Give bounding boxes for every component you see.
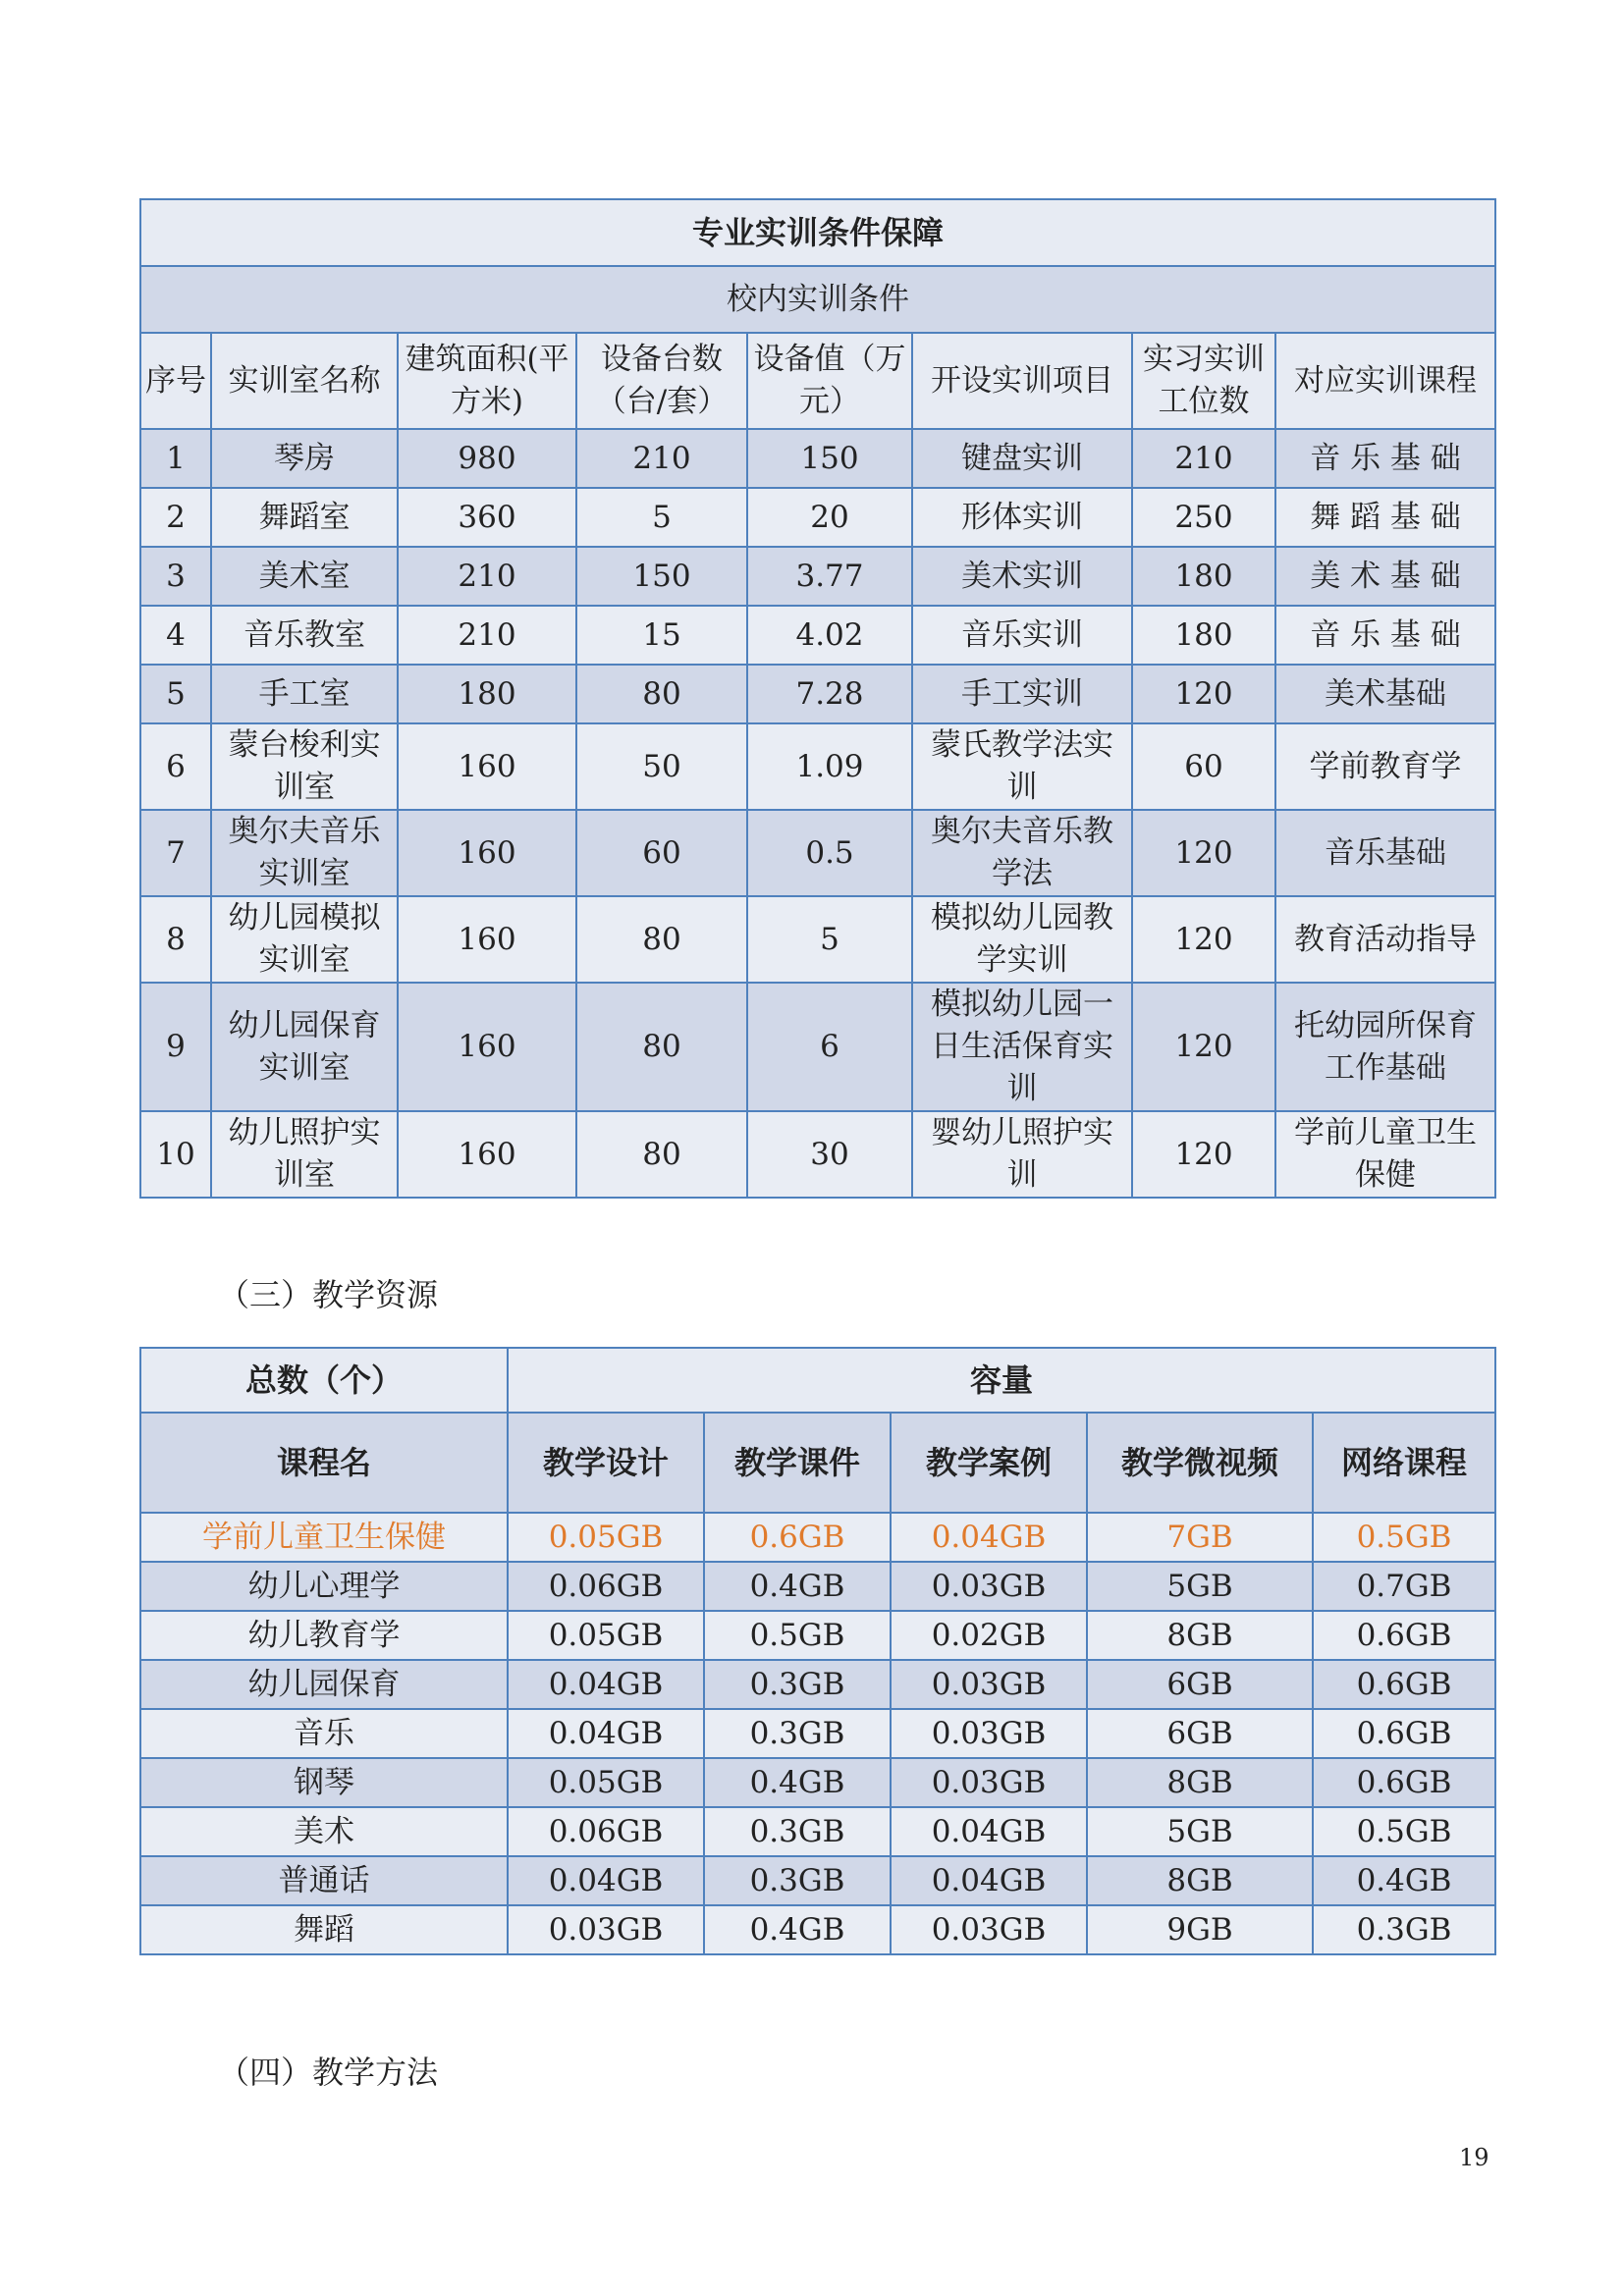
table-cell: 0.3GB bbox=[1313, 1905, 1495, 1954]
table-cell: 9 bbox=[140, 983, 211, 1111]
table-cell: 0.05GB bbox=[508, 1611, 704, 1660]
table-cell: 0.5GB bbox=[1313, 1807, 1495, 1856]
table-cell: 150 bbox=[747, 429, 912, 488]
table-cell: 琴房 bbox=[211, 429, 398, 488]
table-row bbox=[140, 665, 1495, 723]
table-cell: 5GB bbox=[1087, 1562, 1313, 1611]
table-cell: 音 乐 基 础 bbox=[1275, 429, 1495, 488]
table-cell: 形体实训 bbox=[912, 488, 1132, 547]
table-cell: 美术 bbox=[140, 1807, 508, 1856]
table-cell: 奥尔夫音乐实训室 bbox=[211, 810, 398, 896]
table-cell: 4 bbox=[140, 606, 211, 665]
table-cell: 210 bbox=[398, 606, 576, 665]
table-row bbox=[140, 1905, 1495, 1954]
table-cell: 0.03GB bbox=[891, 1709, 1087, 1758]
table-cell: 3.77 bbox=[747, 547, 912, 606]
teaching-resources-table bbox=[139, 1347, 1496, 1955]
table-cell: 160 bbox=[398, 1111, 576, 1198]
table-cell: 幼儿教育学 bbox=[140, 1611, 508, 1660]
table-row bbox=[140, 429, 1495, 488]
table-cell: 美术基础 bbox=[1275, 665, 1495, 723]
column-header: 对应实训课程 bbox=[1275, 333, 1495, 429]
table-cell: 80 bbox=[576, 983, 747, 1111]
table-cell: 60 bbox=[1132, 723, 1275, 810]
column-header: 教学课件 bbox=[704, 1413, 891, 1513]
table-cell: 0.3GB bbox=[704, 1709, 891, 1758]
table-cell: 0.06GB bbox=[508, 1807, 704, 1856]
table-cell: 美 术 基 础 bbox=[1275, 547, 1495, 606]
table-cell: 10 bbox=[140, 1111, 211, 1198]
table-cell: 0.03GB bbox=[891, 1758, 1087, 1807]
table-cell: 舞蹈室 bbox=[211, 488, 398, 547]
column-header: 教学微视频 bbox=[1087, 1413, 1313, 1513]
table-cell: 0.04GB bbox=[891, 1807, 1087, 1856]
table-row bbox=[140, 896, 1495, 983]
table-cell: 180 bbox=[1132, 606, 1275, 665]
table-cell: 教育活动指导 bbox=[1275, 896, 1495, 983]
table-cell: 0.4GB bbox=[704, 1758, 891, 1807]
table-cell: 模拟幼儿园教学实训 bbox=[912, 896, 1132, 983]
table-cell: 托幼园所保育工作基础 bbox=[1275, 983, 1495, 1111]
table-row bbox=[140, 1562, 1495, 1611]
table-cell: 音乐实训 bbox=[912, 606, 1132, 665]
table-cell: 幼儿园模拟实训室 bbox=[211, 896, 398, 983]
table-row bbox=[140, 547, 1495, 606]
table-cell: 160 bbox=[398, 896, 576, 983]
table-cell: 5 bbox=[140, 665, 211, 723]
table-cell: 手工室 bbox=[211, 665, 398, 723]
table-cell: 0.06GB bbox=[508, 1562, 704, 1611]
table-cell: 6 bbox=[747, 983, 912, 1111]
table-cell: 蒙氏教学法实训 bbox=[912, 723, 1132, 810]
table-cell: 0.4GB bbox=[704, 1905, 891, 1954]
table-cell: 120 bbox=[1132, 896, 1275, 983]
table-cell: 4.02 bbox=[747, 606, 912, 665]
table-cell: 80 bbox=[576, 1111, 747, 1198]
total-label: 总数（个） bbox=[140, 1348, 508, 1413]
table-cell: 7GB bbox=[1087, 1513, 1313, 1562]
table-cell: 0.6GB bbox=[1313, 1660, 1495, 1709]
table-cell: 0.05GB bbox=[508, 1758, 704, 1807]
table-cell: 0.6GB bbox=[1313, 1709, 1495, 1758]
table-cell: 80 bbox=[576, 896, 747, 983]
column-header: 课程名 bbox=[140, 1413, 508, 1513]
table-cell: 舞 蹈 基 础 bbox=[1275, 488, 1495, 547]
table-cell: 0.5 bbox=[747, 810, 912, 896]
page-number: 19 bbox=[1459, 2144, 1489, 2171]
column-header: 网络课程 bbox=[1313, 1413, 1495, 1513]
table-row-highlighted bbox=[140, 1513, 1495, 1562]
table-cell: 160 bbox=[398, 723, 576, 810]
table-row bbox=[140, 1111, 1495, 1198]
table-cell: 8GB bbox=[1087, 1758, 1313, 1807]
table-cell: 1.09 bbox=[747, 723, 912, 810]
table-cell: 8GB bbox=[1087, 1856, 1313, 1905]
table-cell: 5GB bbox=[1087, 1807, 1313, 1856]
column-header: 序号 bbox=[140, 333, 211, 429]
table-cell: 0.3GB bbox=[704, 1856, 891, 1905]
table-cell: 美术室 bbox=[211, 547, 398, 606]
table-cell: 15 bbox=[576, 606, 747, 665]
column-header: 教学案例 bbox=[891, 1413, 1087, 1513]
table-cell: 蒙台梭利实训室 bbox=[211, 723, 398, 810]
table-cell: 0.04GB bbox=[508, 1709, 704, 1758]
table-cell: 0.03GB bbox=[891, 1905, 1087, 1954]
table-cell: 音乐 bbox=[140, 1709, 508, 1758]
table-cell: 键盘实训 bbox=[912, 429, 1132, 488]
table-cell: 手工实训 bbox=[912, 665, 1132, 723]
table-cell: 钢琴 bbox=[140, 1758, 508, 1807]
table-row bbox=[140, 723, 1495, 810]
column-header: 建筑面积(平方米) bbox=[398, 333, 576, 429]
table-cell: 0.6GB bbox=[1313, 1611, 1495, 1660]
table-title: 专业实训条件保障 bbox=[140, 199, 1495, 266]
table-cell: 0.03GB bbox=[891, 1660, 1087, 1709]
table-cell: 30 bbox=[747, 1111, 912, 1198]
column-header: 实习实训工位数 bbox=[1132, 333, 1275, 429]
column-header: 开设实训项目 bbox=[912, 333, 1132, 429]
table-row bbox=[140, 606, 1495, 665]
table-cell: 学前儿童卫生保健 bbox=[140, 1513, 508, 1562]
table-cell: 3 bbox=[140, 547, 211, 606]
table-cell: 0.04GB bbox=[891, 1513, 1087, 1562]
table-row bbox=[140, 1660, 1495, 1709]
table-cell: 幼儿园保育实训室 bbox=[211, 983, 398, 1111]
table-cell: 模拟幼儿园一日生活保育实训 bbox=[912, 983, 1132, 1111]
table-cell: 5 bbox=[576, 488, 747, 547]
table-cell: 音乐教室 bbox=[211, 606, 398, 665]
table-cell: 7.28 bbox=[747, 665, 912, 723]
table-cell: 180 bbox=[1132, 547, 1275, 606]
table-cell: 幼儿照护实训室 bbox=[211, 1111, 398, 1198]
table-subtitle: 校内实训条件 bbox=[140, 266, 1495, 333]
table-cell: 6GB bbox=[1087, 1709, 1313, 1758]
table-row bbox=[140, 810, 1495, 896]
section-heading-teaching-methods: （四）教学方法 bbox=[218, 2054, 439, 2091]
table-cell: 0.03GB bbox=[508, 1905, 704, 1954]
table-cell: 美术实训 bbox=[912, 547, 1132, 606]
table-cell: 8GB bbox=[1087, 1611, 1313, 1660]
table-row bbox=[140, 1856, 1495, 1905]
table-cell: 210 bbox=[1132, 429, 1275, 488]
table-cell: 0.5GB bbox=[1313, 1513, 1495, 1562]
table-cell: 50 bbox=[576, 723, 747, 810]
table-cell: 0.04GB bbox=[508, 1660, 704, 1709]
table-cell: 20 bbox=[747, 488, 912, 547]
table-cell: 0.05GB bbox=[508, 1513, 704, 1562]
capacity-label: 容量 bbox=[508, 1348, 1495, 1413]
table-cell: 0.02GB bbox=[891, 1611, 1087, 1660]
table-cell: 980 bbox=[398, 429, 576, 488]
table-cell: 6 bbox=[140, 723, 211, 810]
table-cell: 180 bbox=[398, 665, 576, 723]
table-cell: 幼儿心理学 bbox=[140, 1562, 508, 1611]
table-cell: 160 bbox=[398, 810, 576, 896]
table-cell: 150 bbox=[576, 547, 747, 606]
table-cell: 0.4GB bbox=[1313, 1856, 1495, 1905]
table-cell: 120 bbox=[1132, 810, 1275, 896]
table-cell: 音 乐 基 础 bbox=[1275, 606, 1495, 665]
column-header: 教学设计 bbox=[508, 1413, 704, 1513]
table-cell: 舞蹈 bbox=[140, 1905, 508, 1954]
table-cell: 120 bbox=[1132, 983, 1275, 1111]
table-cell: 210 bbox=[576, 429, 747, 488]
column-header: 设备值（万元） bbox=[747, 333, 912, 429]
table-cell: 160 bbox=[398, 983, 576, 1111]
table-row bbox=[140, 1807, 1495, 1856]
table-cell: 0.04GB bbox=[508, 1856, 704, 1905]
table-cell: 0.03GB bbox=[891, 1562, 1087, 1611]
table-cell: 0.7GB bbox=[1313, 1562, 1495, 1611]
training-conditions-table bbox=[139, 198, 1496, 1199]
table-row bbox=[140, 983, 1495, 1111]
table-cell: 60 bbox=[576, 810, 747, 896]
table-row bbox=[140, 1709, 1495, 1758]
table-cell: 8 bbox=[140, 896, 211, 983]
table-row bbox=[140, 1611, 1495, 1660]
table-cell: 2 bbox=[140, 488, 211, 547]
table-cell: 7 bbox=[140, 810, 211, 896]
table-cell: 0.3GB bbox=[704, 1807, 891, 1856]
table-cell: 0.6GB bbox=[1313, 1758, 1495, 1807]
column-header: 设备台数（台/套） bbox=[576, 333, 747, 429]
table-cell: 婴幼儿照护实训 bbox=[912, 1111, 1132, 1198]
table-cell: 120 bbox=[1132, 665, 1275, 723]
table-cell: 音乐基础 bbox=[1275, 810, 1495, 896]
section-heading-teaching-resources: （三）教学资源 bbox=[218, 1276, 439, 1313]
table-cell: 幼儿园保育 bbox=[140, 1660, 508, 1709]
table-row bbox=[140, 1758, 1495, 1807]
table-cell: 0.4GB bbox=[704, 1562, 891, 1611]
table-cell: 5 bbox=[747, 896, 912, 983]
table-cell: 9GB bbox=[1087, 1905, 1313, 1954]
table-cell: 250 bbox=[1132, 488, 1275, 547]
table-cell: 1 bbox=[140, 429, 211, 488]
table-cell: 360 bbox=[398, 488, 576, 547]
table-row bbox=[140, 488, 1495, 547]
table-cell: 0.5GB bbox=[704, 1611, 891, 1660]
table-cell: 120 bbox=[1132, 1111, 1275, 1198]
table-cell: 学前儿童卫生保健 bbox=[1275, 1111, 1495, 1198]
table-cell: 0.04GB bbox=[891, 1856, 1087, 1905]
table-cell: 210 bbox=[398, 547, 576, 606]
table-cell: 0.3GB bbox=[704, 1660, 891, 1709]
table-cell: 奥尔夫音乐教学法 bbox=[912, 810, 1132, 896]
table-cell: 6GB bbox=[1087, 1660, 1313, 1709]
table-cell: 普通话 bbox=[140, 1856, 508, 1905]
table-cell: 80 bbox=[576, 665, 747, 723]
column-header: 实训室名称 bbox=[211, 333, 398, 429]
table-cell: 0.6GB bbox=[704, 1513, 891, 1562]
table-cell: 学前教育学 bbox=[1275, 723, 1495, 810]
